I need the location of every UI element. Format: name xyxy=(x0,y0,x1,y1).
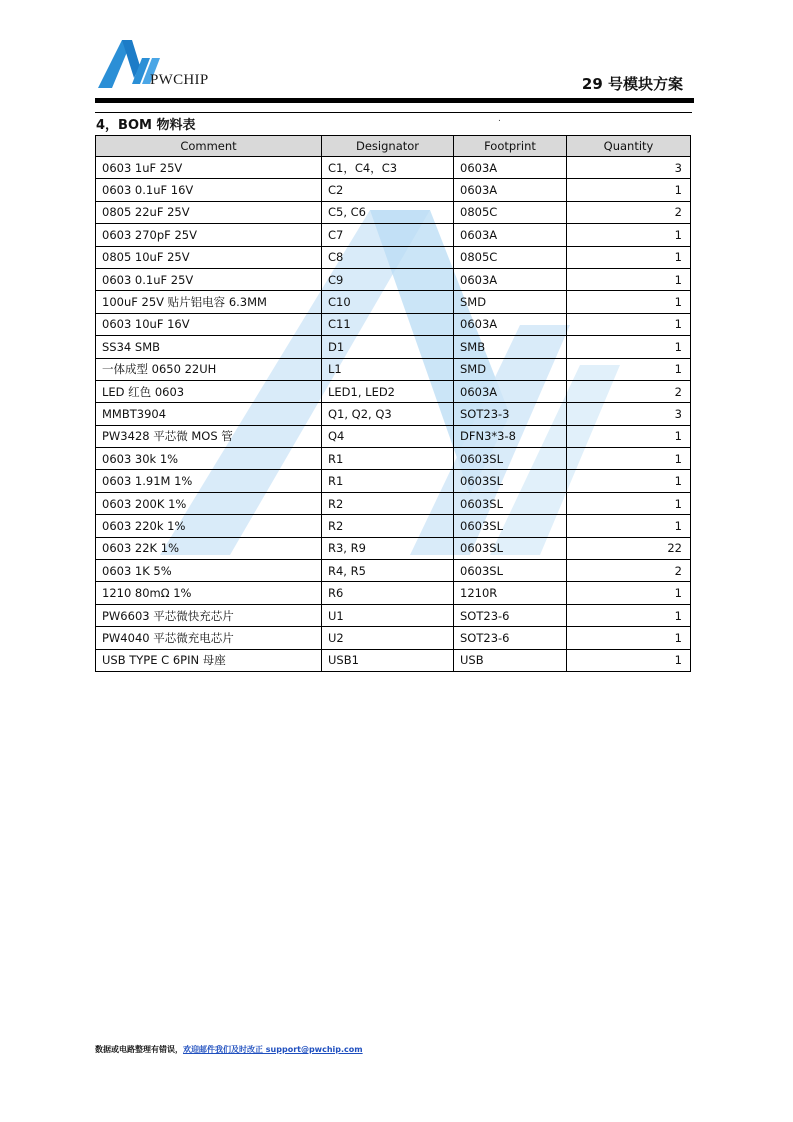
cell-footprint: USB xyxy=(454,649,567,671)
cell-designator: U2 xyxy=(322,627,454,649)
section-rule xyxy=(95,112,692,113)
column-header-quantity: Quantity xyxy=(567,136,691,157)
cell-footprint: 0603A xyxy=(454,157,567,179)
table-row xyxy=(96,537,691,559)
cell-quantity: 1 xyxy=(567,448,691,470)
column-header-footprint: Footprint xyxy=(454,136,567,157)
cell-comment: 0603 0.1uF 16V xyxy=(96,179,322,201)
cell-comment: 0603 220k 1% xyxy=(96,515,322,537)
cell-footprint: SMB xyxy=(454,336,567,358)
cell-designator: U1 xyxy=(322,604,454,626)
cell-quantity: 1 xyxy=(567,291,691,313)
cell-footprint: 0805C xyxy=(454,201,567,223)
cell-quantity: 1 xyxy=(567,246,691,268)
table-row xyxy=(96,470,691,492)
cell-designator: R2 xyxy=(322,515,454,537)
cell-footprint: 0603A xyxy=(454,313,567,335)
cell-designator: R1 xyxy=(322,448,454,470)
cell-quantity: 1 xyxy=(567,358,691,380)
cell-footprint: 0805C xyxy=(454,246,567,268)
cell-quantity: 1 xyxy=(567,470,691,492)
table-row xyxy=(96,448,691,470)
cell-quantity: 1 xyxy=(567,492,691,514)
cell-designator: C11 xyxy=(322,313,454,335)
footer-email-link[interactable]: 欢迎邮件我们及时改正 support@pwchip.com xyxy=(183,1045,363,1054)
cell-comment: 0603 10uF 16V xyxy=(96,313,322,335)
cell-designator: C9 xyxy=(322,268,454,290)
cell-comment: 0603 1.91M 1% xyxy=(96,470,322,492)
table-row xyxy=(96,604,691,626)
table-row xyxy=(96,425,691,447)
cell-comment: 0603 200K 1% xyxy=(96,492,322,514)
cell-footprint: SOT23-6 xyxy=(454,627,567,649)
table-row xyxy=(96,291,691,313)
table-row xyxy=(96,492,691,514)
cell-quantity: 2 xyxy=(567,201,691,223)
table-row xyxy=(96,268,691,290)
cell-comment: MMBT3904 xyxy=(96,403,322,425)
cell-designator: R4, R5 xyxy=(322,560,454,582)
footer-prefix: 数据或电路整理有错误， xyxy=(95,1045,183,1054)
section-title: 4，BOM 物料表 xyxy=(96,118,196,133)
table-row xyxy=(96,649,691,671)
table-row xyxy=(96,179,691,201)
cell-designator: C1，C4，C3 xyxy=(322,157,454,179)
cell-footprint: 0603A xyxy=(454,224,567,246)
table-row xyxy=(96,246,691,268)
column-header-comment: Comment xyxy=(96,136,322,157)
cell-footprint: 0603SL xyxy=(454,448,567,470)
cell-footprint: SMD xyxy=(454,291,567,313)
header-rule xyxy=(95,98,694,103)
cell-footprint: 0603SL xyxy=(454,537,567,559)
cell-footprint: 0603A xyxy=(454,179,567,201)
table-row xyxy=(96,336,691,358)
column-header-designator: Designator xyxy=(322,136,454,157)
cell-comment: 100uF 25V 贴片铝电容 6.3MM xyxy=(96,291,322,313)
cell-quantity: 22 xyxy=(567,537,691,559)
cell-designator: R6 xyxy=(322,582,454,604)
cell-designator: Q1, Q2, Q3 xyxy=(322,403,454,425)
cell-designator: C5, C6 xyxy=(322,201,454,223)
cell-footprint: DFN3*3-8 xyxy=(454,425,567,447)
bom-table-body xyxy=(96,157,691,672)
cell-quantity: 1 xyxy=(567,604,691,626)
cell-designator: R2 xyxy=(322,492,454,514)
cell-footprint: SOT23-3 xyxy=(454,403,567,425)
cell-footprint: 0603SL xyxy=(454,492,567,514)
bom-table xyxy=(95,135,691,672)
cell-comment: 一体成型 0650 22UH xyxy=(96,358,322,380)
table-row xyxy=(96,157,691,179)
cell-quantity: 1 xyxy=(567,179,691,201)
cell-footprint: 1210R xyxy=(454,582,567,604)
stray-mark: . xyxy=(498,114,501,124)
table-row xyxy=(96,560,691,582)
table-row xyxy=(96,627,691,649)
cell-footprint: 0603SL xyxy=(454,470,567,492)
cell-comment: 0603 30k 1% xyxy=(96,448,322,470)
cell-comment: 0603 22K 1% xyxy=(96,537,322,559)
table-row xyxy=(96,313,691,335)
cell-footprint: SOT23-6 xyxy=(454,604,567,626)
cell-footprint: 0603A xyxy=(454,268,567,290)
cell-quantity: 1 xyxy=(567,425,691,447)
document-title: 29 号模块方案 xyxy=(581,75,683,93)
cell-designator: R3, R9 xyxy=(322,537,454,559)
table-header-row xyxy=(96,136,691,157)
cell-comment: SS34 SMB xyxy=(96,336,322,358)
cell-comment: LED 红色 0603 xyxy=(96,380,322,402)
cell-comment: 0603 1uF 25V xyxy=(96,157,322,179)
cell-designator: C7 xyxy=(322,224,454,246)
cell-designator: USB1 xyxy=(322,649,454,671)
table-row xyxy=(96,358,691,380)
cell-designator: C2 xyxy=(322,179,454,201)
cell-quantity: 3 xyxy=(567,157,691,179)
table-row xyxy=(96,582,691,604)
cell-comment: 1210 80mΩ 1% xyxy=(96,582,322,604)
cell-quantity: 1 xyxy=(567,582,691,604)
cell-comment: PW3428 平芯微 MOS 管 xyxy=(96,425,322,447)
cell-quantity: 1 xyxy=(567,627,691,649)
cell-comment: PW4040 平芯微充电芯片 xyxy=(96,627,322,649)
cell-comment: 0603 0.1uF 25V xyxy=(96,268,322,290)
cell-quantity: 2 xyxy=(567,380,691,402)
footer-note xyxy=(95,1044,363,1055)
cell-designator: Q4 xyxy=(322,425,454,447)
cell-footprint: 0603SL xyxy=(454,515,567,537)
table-row xyxy=(96,380,691,402)
cell-comment: USB TYPE C 6PIN 母座 xyxy=(96,649,322,671)
cell-quantity: 1 xyxy=(567,268,691,290)
cell-designator: R1 xyxy=(322,470,454,492)
cell-footprint: 0603SL xyxy=(454,560,567,582)
cell-designator: LED1, LED2 xyxy=(322,380,454,402)
cell-designator: D1 xyxy=(322,336,454,358)
table-row xyxy=(96,515,691,537)
cell-quantity: 1 xyxy=(567,649,691,671)
cell-comment: 0603 1K 5% xyxy=(96,560,322,582)
cell-quantity: 1 xyxy=(567,313,691,335)
cell-comment: PW6603 平芯微快充芯片 xyxy=(96,604,322,626)
cell-quantity: 1 xyxy=(567,224,691,246)
cell-comment: 0603 270pF 25V xyxy=(96,224,322,246)
table-row xyxy=(96,403,691,425)
cell-designator: C8 xyxy=(322,246,454,268)
cell-quantity: 2 xyxy=(567,560,691,582)
cell-quantity: 3 xyxy=(567,403,691,425)
company-name: PWCHIP xyxy=(150,72,209,88)
table-row xyxy=(96,224,691,246)
cell-designator: C10 xyxy=(322,291,454,313)
cell-comment: 0805 10uF 25V xyxy=(96,246,322,268)
cell-designator: L1 xyxy=(322,358,454,380)
cell-footprint: 0603A xyxy=(454,380,567,402)
table-row xyxy=(96,201,691,223)
cell-footprint: SMD xyxy=(454,358,567,380)
cell-comment: 0805 22uF 25V xyxy=(96,201,322,223)
cell-quantity: 1 xyxy=(567,336,691,358)
cell-quantity: 1 xyxy=(567,515,691,537)
